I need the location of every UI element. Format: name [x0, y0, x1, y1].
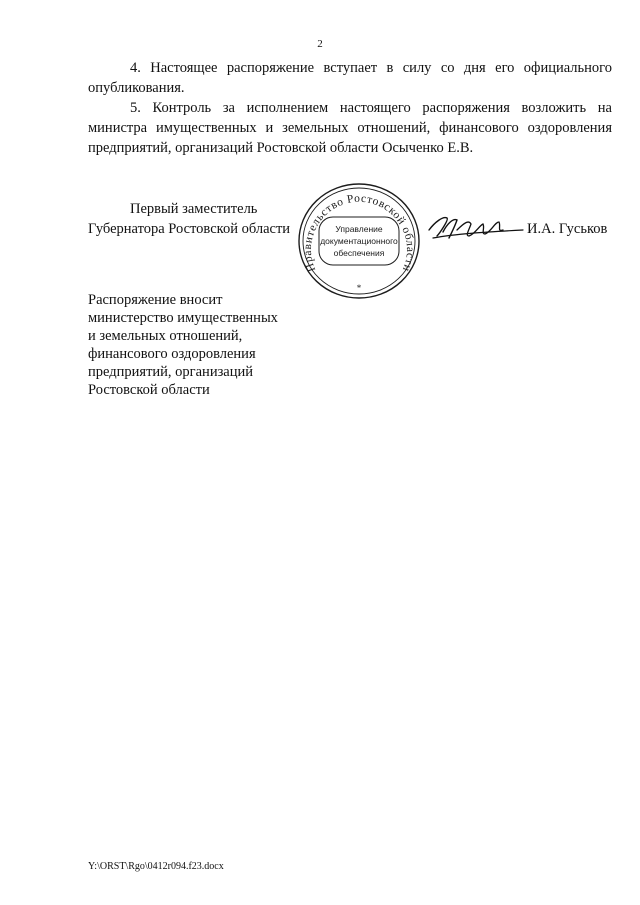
seal-inner-line3: обеспечения	[333, 248, 385, 258]
introduced-by-block	[88, 291, 308, 399]
page-number: 2	[317, 38, 323, 50]
seal-inner-line2: документационного	[320, 236, 398, 246]
handwritten-signature-icon	[425, 208, 525, 244]
paragraph-4: 4. Настоящее распоряжение вступает в силу со дня его официального опубликования.	[88, 60, 612, 96]
introduced-by-line: Ростовской области	[88, 382, 210, 398]
signatory-title-line2: Губернатора Ростовской области	[88, 221, 291, 237]
introduced-by-line: и земельных отношений,	[88, 328, 243, 344]
footer-file-path: Y:\ORST\Rgo\0412r094.f23.docx	[88, 861, 224, 872]
seal-outer-text: Правительство Ростовской области	[301, 192, 417, 274]
signatory-title-line1: Первый заместитель	[130, 201, 258, 217]
seal-inner-line1: Управление	[335, 224, 383, 234]
paragraph-5: 5. Контроль за исполнением настоящего распоряжения возложить на министра имущественных и земельных отношений, финансового оздоровления предприятий, организаций Ростовской области Осыченко Е.В.	[88, 100, 612, 156]
introduced-by-line: финансового оздоровления	[88, 346, 256, 362]
introduced-by-line: предприятий, организаций	[88, 364, 254, 380]
official-seal-icon	[295, 181, 423, 301]
signatory-name: И.А. Гуськов	[527, 221, 608, 237]
introduced-by-line: Распоряжение вносит	[88, 292, 223, 308]
signatory-title	[88, 199, 308, 239]
svg-text:*: *	[356, 283, 362, 293]
introduced-by-line: министерство имущественных	[88, 310, 278, 326]
